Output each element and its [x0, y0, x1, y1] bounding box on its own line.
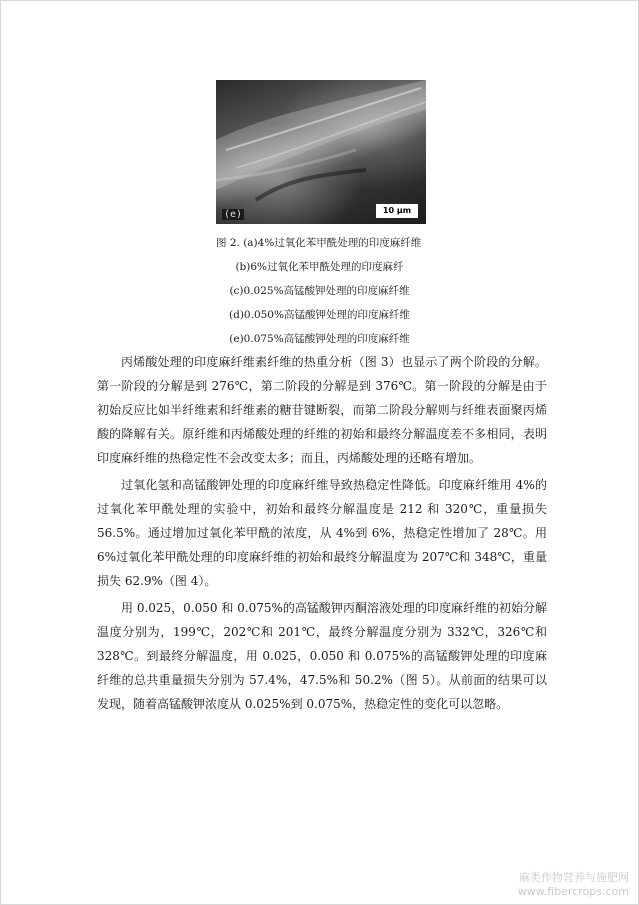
caption-line: (e)0.075%高锰酸钾处理的印度麻纤维	[229, 333, 410, 345]
sem-micrograph	[216, 80, 426, 224]
paragraph: 过氧化氢和高锰酸钾处理的印度麻纤维导致热稳定性降低。印度麻纤维用 4%的过氧化苯甲酰处理的实验中，初始和最终分解温度是 212 和 320℃，重量损失 56.5%。通过增加过氧化苯甲酰的浓度，从 4%到 6%，热稳定性增加了 28℃。用 6%过氧化苯甲酰处理的印度麻纤维的初始和最终分解温度为 207℃和 348℃，重量损失 62.9%（图 4）。	[97, 478, 547, 588]
body-text	[97, 350, 547, 719]
watermark-url: www.fibercrops.com	[517, 885, 629, 898]
fiber-texture	[216, 80, 426, 224]
paragraph: 丙烯酸处理的印度麻纤维素纤维的热重分析（图 3）也显示了两个阶段的分解。第一阶段的分解是到 276℃，第二阶段的分解是到 376℃。第一阶段的分解是由于初始反应比如半纤维素和纤维素的糖苷键断裂，而第二阶段分解则与纤维表面聚丙烯酸的降解有关。原纤维和丙烯酸处理的纤维的初始和最终分解温度差不多相同，表明印度麻纤维的热稳定性不会改变太多；而且，丙烯酸处理的还略有增加。	[97, 355, 547, 465]
paragraph: 用 0.025，0.050 和 0.075%的高锰酸钾丙酮溶液处理的印度麻纤维的初始分解温度分别为，199℃，202℃和 201℃，最终分解温度分别为 332℃，326℃和 328℃。到最终分解温度，用 0.025，0.050 和 0.075%的高锰酸钾处理的印度麻纤维的总共重量损失分别为 57.4%，47.5%和 50.2%（图 5）。从前面的结果可以发现，随着高锰酸钾浓度从 0.025%到 0.075%，热稳定性的变化可以忽略。	[97, 601, 547, 711]
watermark	[518, 871, 629, 899]
scale-bar: 10 μm	[376, 204, 418, 218]
caption-line: 图 2. (a)4%过氧化苯甲酰处理的印度麻纤维	[216, 237, 422, 249]
caption-line: (d)0.050%高锰酸钾处理的印度麻纤维	[229, 309, 410, 321]
panel-label: (e)	[224, 209, 243, 220]
caption-line: (c)0.025%高锰酸钾处理的印度麻纤维	[229, 285, 410, 297]
figure-caption	[0, 234, 639, 354]
caption-line: (b)6%过氧化苯甲酰处理的印度麻纤	[235, 261, 404, 273]
watermark-title: 麻类作物营养与施肥网	[519, 871, 629, 884]
